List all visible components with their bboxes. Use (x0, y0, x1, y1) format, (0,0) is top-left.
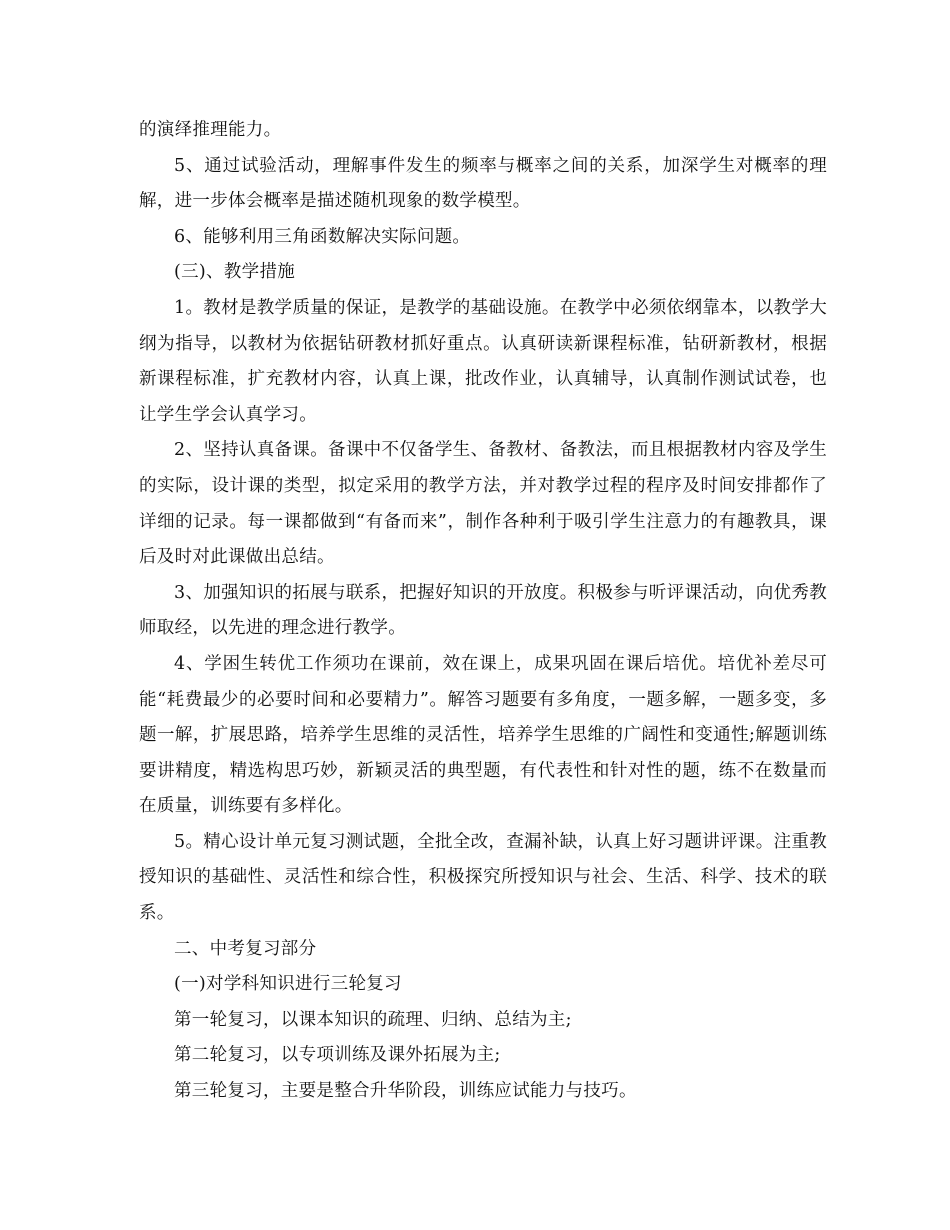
paragraph-measure-5: 5。精心设计单元复习测试题，全批全改，查漏补缺，认真上好习题讲评课。注重教授知识的基础性、灵活性和综合性，积极探究所授知识与社会、生活、科学、技术的联系。 (139, 831, 827, 924)
paragraph-round-1: 第一轮复习，以课本知识的疏理、归纳、总结为主; (174, 1009, 572, 1030)
paragraph-goal-5: 5、通过试验活动，理解事件发生的频率与概率之间的关系，加深学生对概率的理解，进一步体会概率是描述随机现象的数学模型。 (139, 155, 827, 212)
document-body (139, 113, 827, 1110)
paragraph-measure-1: 1。教材是教学质量的保证，是教学的基础设施。在教学中必须依纲靠本，以教学大纲为指导，以教材为依据钻研教材抓好重点。认真研读新课程标准，钻研新教材，根据新课程标准，扩充教材内容，认真上课，批改作业，认真辅导，认真制作测试试卷，也让学生学会认真学习。 (139, 297, 827, 425)
paragraph-measure-4: 4、学困生转优工作须功在课前，效在课上，成果巩固在课后培优。培优补差尽可能“耗费最少的必要时间和必要精力”。解答习题要有多角度，一题多解，一题多变，多题一解，扩展思路，培养学生思维的灵活性，培养学生思维的广阔性和变通性;解题训练要讲精度，精选构思巧妙，新颖灵活的典型题，有代表性和针对性的题，练不在数量而在质量，训练要有多样化。 (139, 653, 827, 817)
section-heading-teaching-measures: (三)、教学措施 (174, 262, 296, 283)
subsection-heading-three-rounds: (一)对学科知识进行三轮复习 (174, 974, 402, 995)
paragraph-measure-2: 2、坚持认真备课。备课中不仅备学生、备教材、备教法，而且根据教材内容及学生的实际，设计课的类型，拟定采用的教学方法，并对教学过程的程序及时间安排都作了详细的记录。每一课都做到“有备而来”，制作各种利于吸引学生注意力的有趣教具，课后及时对此课做出总结。 (139, 440, 827, 568)
paragraph-measure-3: 3、加强知识的拓展与联系，把握好知识的开放度。积极参与听评课活动，向优秀教师取经，以先进的理念进行教学。 (139, 582, 827, 639)
paragraph-round-2: 第二轮复习，以专项训练及课外拓展为主; (174, 1045, 501, 1066)
section-heading-exam-review: 二、中考复习部分 (174, 938, 317, 959)
paragraph-continuation: 的演绎推理能力。 (139, 120, 282, 140)
paragraph-round-3: 第三轮复习，主要是整合升华阶段，训练应试能力与技巧。 (174, 1081, 637, 1102)
paragraph-goal-6: 6、能够利用三角函数解决实际问题。 (174, 226, 471, 247)
